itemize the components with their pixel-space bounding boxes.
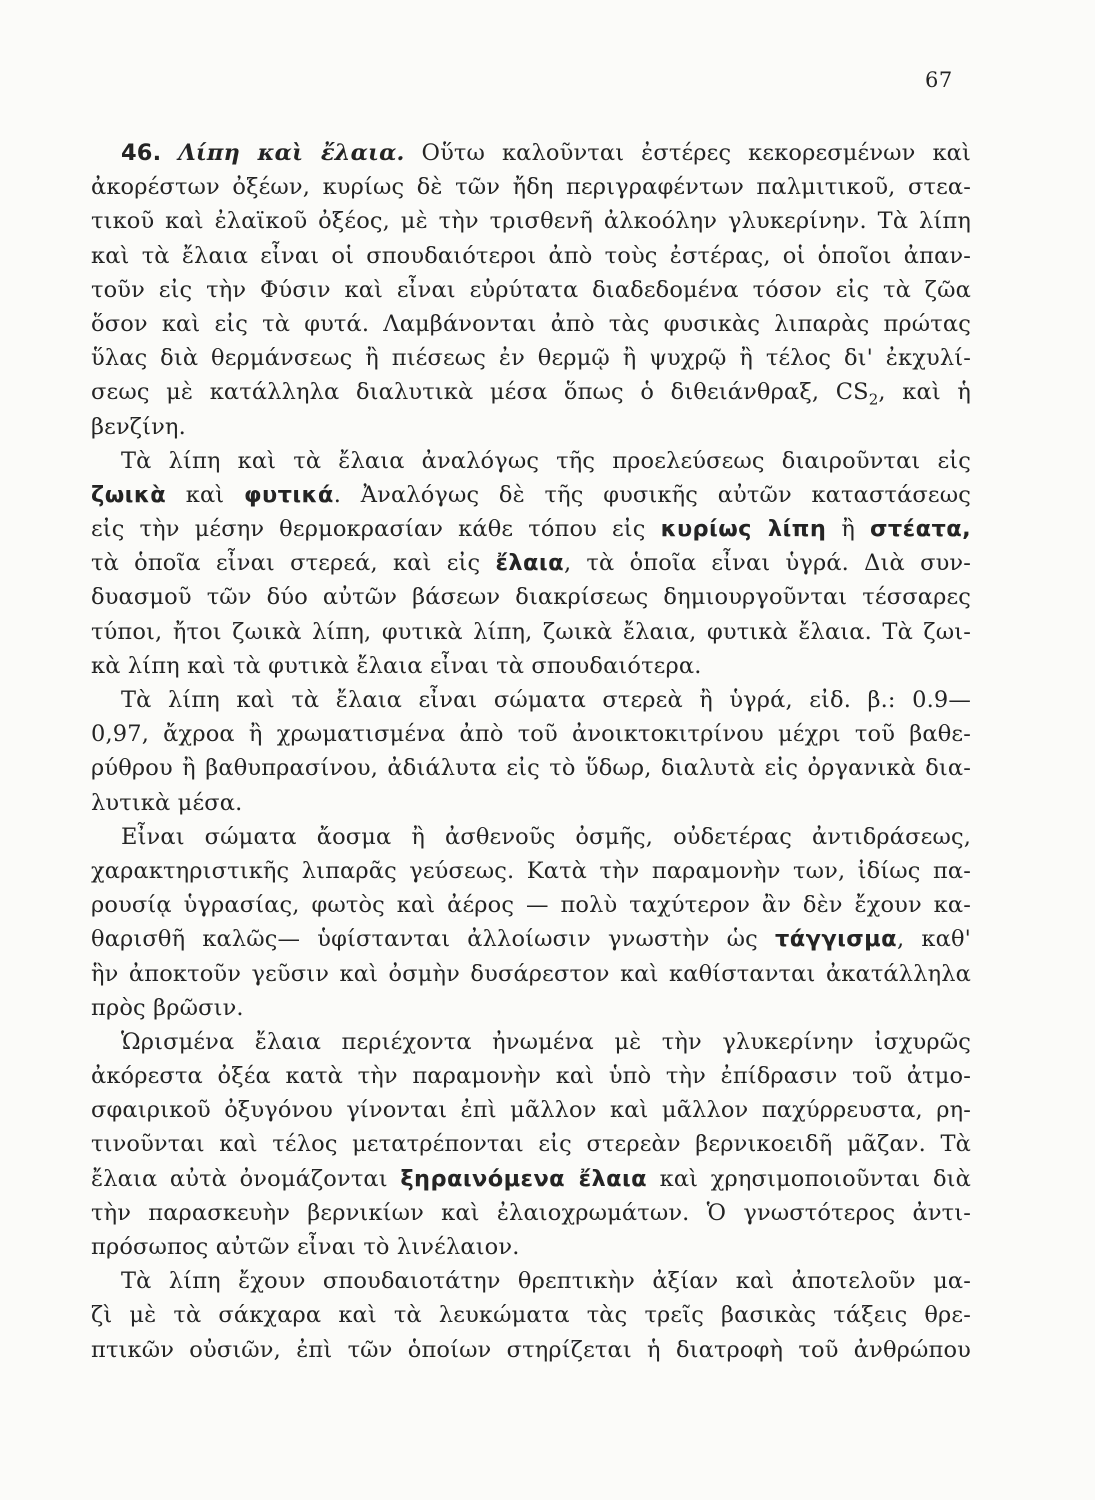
text-line: χαρακτηριστικῆς λιπαρᾶς γεύσεως. Κατὰ τὴν παραμονὴν των, ἰδίως πα-	[91, 857, 971, 884]
paragraph-2	[91, 444, 971, 683]
text-line: 46. Λίπη καὶ ἔλαια. Οὕτω καλοῦνται ἐστέρες κεκορεσμένων καὶ	[121, 140, 971, 166]
text-line: ζωικὰ καὶ φυτικά. Ἀναλόγως δὲ τῆς φυσικῆς αὐτῶν καταστάσεως	[91, 481, 971, 508]
text-line: κὰ λίπη καὶ τὰ φυτικὰ ἔλαια εἶναι τὰ σπουδαιότερα.	[91, 652, 702, 679]
text-line: λυτικὰ μέσα.	[91, 789, 243, 816]
bold-term: ἔλαια	[495, 550, 564, 577]
text-line: ὕλας διὰ θερμάνσεως ἢ πιέσεως ἐν θερμῷ ἢ ψυχρῷ ἢ τέλος δι' ἐκχυλί-	[91, 345, 971, 372]
text-line: τύποι, ἤτοι ζωικὰ λίπη, φυτικὰ λίπη, ζωικὰ ἔλαια, φυτικὰ ἔλαια. Τὰ ζωι-	[91, 618, 971, 645]
body-text	[91, 136, 971, 1367]
text-line: 0,97, ἄχροα ἢ χρωματισμένα ἀπὸ τοῦ ἀνοικτοκιτρίνου μέχρι τοῦ βαθε-	[91, 721, 971, 748]
paragraph-4	[91, 820, 971, 1025]
text-line: πτικῶν οὐσιῶν, ἐπὶ τῶν ὁποίων στηρίζεται ἡ διατροφὴ τοῦ ἀνθρώπου	[91, 1336, 971, 1363]
bold-term: στέατα,	[869, 516, 972, 543]
text-line: βενζίνη.	[91, 413, 186, 440]
text-line: θαρισθῆ καλῶς— ὑφίστανται ἀλλοίωσιν γνωστὴν ὡς τάγγισμα, καθ'	[91, 926, 971, 953]
chemical-formula: $CS_2$	[835, 379, 879, 409]
text-line: ζὶ μὲ τὰ σάκχαρα καὶ τὰ λευκώματα τὰς τρεῖς βασικὰς τάξεις θρε-	[91, 1302, 971, 1329]
text-line: δυασμοῦ τῶν δύο αὐτῶν βάσεων διακρίσεως δημιουργοῦνται τέσσαρες	[91, 584, 971, 611]
text-line: Ὡρισμένα ἔλαια περιέχοντα ἠνωμένα μὲ τὴν γλυκερίνην ἰσχυρῶς	[121, 1028, 971, 1055]
page-number: 67	[925, 68, 953, 92]
text-line: τὴν παρασκευὴν βερνικίων καὶ ἐλαιοχρωμάτων. Ὁ γνωστότερος ἀντι-	[91, 1199, 971, 1226]
text-line: Τὰ λίπη ἔχουν σπουδαιοτάτην θρεπτικὴν ἀξίαν καὶ ἀποτελοῦν μα-	[121, 1268, 971, 1295]
text-line: τοῦν εἰς τὴν Φύσιν καὶ εἶναι εὐρύτατα διαδεδομένα τόσον εἰς τὰ ζῶα	[91, 276, 971, 303]
paragraph-1	[91, 136, 971, 444]
text-line: πρὸς βρῶσιν.	[91, 994, 244, 1021]
text-line: ρύθρου ἢ βαθυπρασίνου, ἀδιάλυτα εἰς τὸ ὕδωρ, διαλυτὰ εἰς ὀργανικὰ δια-	[91, 755, 971, 782]
section-title: Λίπη καὶ ἔλαια.	[178, 140, 405, 166]
text-line: ρουσίᾳ ὑγρασίας, φωτὸς καὶ ἀέρος — πολὺ ταχύτερον ἂν δὲν ἔχουν κα-	[91, 892, 971, 919]
text-line: τινοῦνται καὶ τέλος μετατρέπονται εἰς στερεὰν βερνικοειδῆ μᾶζαν. Τὰ	[91, 1131, 971, 1158]
section-number: 46.	[121, 140, 162, 166]
bold-term: ζωικὰ	[91, 481, 167, 508]
text-line: ἔλαια αὐτὰ ὀνομάζονται ξηραινόμενα ἔλαια καὶ χρησιμοποιοῦνται διὰ	[91, 1165, 971, 1192]
text-line: Εἶναι σώματα ἄοσμα ἢ ἀσθενοῦς ὀσμῆς, οὐδετέρας ἀντιδράσεως,	[121, 823, 971, 850]
text-line: ἀκόρεστα ὀξέα κατὰ τὴν παραμονὴν καὶ ὑπὸ τὴν ἐπίδρασιν τοῦ ἀτμο-	[91, 1063, 971, 1090]
paragraph-5	[91, 1025, 971, 1264]
paragraph-3	[91, 683, 971, 820]
paragraph-6	[91, 1264, 971, 1367]
bold-term: φυτικά	[243, 481, 334, 508]
text-line: τὰ ὁποῖα εἶναι στερεά, καὶ εἰς ἔλαια, τὰ ὁποῖα εἶναι ὑγρά. Διὰ συν-	[91, 550, 971, 577]
text-line: εἰς τὴν μέσην θερμοκρασίαν κάθε τόπου εἰς κυρίως λίπη ἢ στέατα,	[91, 516, 972, 543]
bold-term: κυρίως λίπη	[660, 516, 827, 543]
text-line: Τὰ λίπη καὶ τὰ ἔλαια ἀναλόγως τῆς προελεύσεως διαιροῦνται εἰς	[121, 447, 971, 474]
text-line: Τὰ λίπη καὶ τὰ ἔλαια εἶναι σώματα στερεὰ ἢ ὑγρά, εἰδ. β.: 0.9—	[121, 687, 971, 713]
text-line: ἀκορέστων ὀξέων, κυρίως δὲ τῶν ἤδη περιγραφέντων παλμιτικοῦ, στεα-	[91, 174, 971, 201]
bold-term: τάγγισμα	[775, 926, 897, 953]
text-line: ὅσον καὶ εἰς τὰ φυτά. Λαμβάνονται ἀπὸ τὰς φυσικὰς λιπαρὰς πρώτας	[91, 310, 971, 337]
bold-term: ξηραινόμενα ἔλαια	[400, 1165, 648, 1192]
text-line: καὶ τὰ ἔλαια εἶναι οἱ σπουδαιότεροι ἀπὸ τοὺς ἐστέρας, οἱ ὁποῖοι ἀπαν-	[91, 242, 971, 269]
text-line: τικοῦ καὶ ἐλαϊκοῦ ὀξέος, μὲ τὴν τρισθενῆ ἀλκοόλην γλυκερίνην. Τὰ λίπη	[91, 208, 971, 235]
text-line: σεως μὲ κατάλληλα διαλυτικὰ μέσα ὅπως ὁ διθειάνθραξ, $CS_2$, καὶ ἡ	[91, 379, 971, 409]
text-line: σφαιρικοῦ ὀξυγόνου γίνονται ἐπὶ μᾶλλον καὶ μᾶλλον παχύρρευστα, ρη-	[91, 1097, 971, 1124]
text-line: πρόσωπος αὐτῶν εἶναι τὸ λινέλαιον.	[91, 1234, 520, 1260]
text-line: ἣν ἀποκτοῦν γεῦσιν καὶ ὀσμὴν δυσάρεστον καὶ καθίστανται ἀκατάλληλα	[91, 960, 971, 987]
